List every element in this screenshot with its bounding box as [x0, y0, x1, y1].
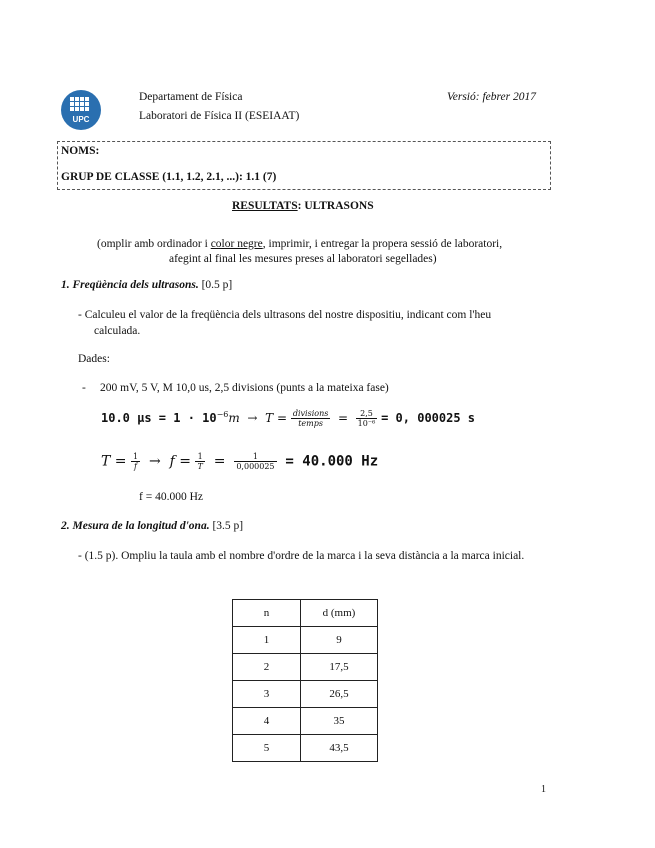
eq1-t: T = [265, 411, 287, 425]
eq2-frac2-den: T [197, 462, 203, 471]
grup-field-label: GRUP DE CLASSE (1.1, 1.2, 2.1, ...): 1.1 (7) [61, 171, 277, 183]
eq2-fraction3 [234, 452, 276, 471]
department-name: Departament de Física [139, 91, 243, 103]
instructions-underlined: color negre [210, 238, 263, 250]
table-header-row [233, 600, 378, 627]
page-number: 1 [541, 784, 546, 795]
logo-text: UPC [72, 115, 90, 124]
data-line: 200 mV, 5 V, M 10,0 us, 2,5 divisions (punts a la mateixa fase) [100, 382, 389, 394]
instructions-pre: (omplir amb ordinador i [97, 238, 211, 250]
table-cell: 43,5 [301, 735, 378, 762]
eq1-frac1-den: temps [298, 419, 323, 428]
eq2-fraction2 [195, 452, 204, 471]
section1-task: - Calculeu el valor de la freqüència dels ultrasons del nostre dispositiu, indicant com l'heu [78, 309, 492, 321]
table-cell: 2 [233, 654, 301, 681]
noms-field-label: NOMS: [61, 145, 100, 157]
frequency-answer: f = 40.000 Hz [139, 491, 203, 503]
eq2-frac3-num: 1 [234, 452, 276, 462]
table-cell: 26,5 [301, 681, 378, 708]
table-cell: 1 [233, 627, 301, 654]
eq2-fraction1 [131, 452, 140, 471]
eq2-frac2-num: 1 [195, 452, 204, 462]
section1-heading [61, 279, 232, 291]
measurements-table [232, 599, 378, 762]
eq1-frac2-den: 10⁻⁶ [357, 419, 376, 428]
section2-points: [3.5 p] [209, 520, 244, 532]
section1-task-cont: calculada. [94, 325, 141, 337]
eq2-equals: = [213, 453, 226, 470]
instructions-post: , imprimir, i entregar la propera sessió de laboratori, [262, 238, 503, 250]
table-cell: 9 [301, 627, 378, 654]
eq1-exp: −6 [216, 410, 229, 419]
dades-label: Dades: [78, 353, 110, 365]
table-header-cell: n [233, 600, 301, 627]
eq1-result: = 0, 000025 s [381, 411, 476, 425]
table-cell: 5 [233, 735, 301, 762]
eq1-unit: m [228, 411, 240, 425]
section1-points: [0.5 p] [198, 279, 233, 291]
eq1-fraction1 [291, 409, 331, 428]
table-cell: 4 [233, 708, 301, 735]
title-rest: : ULTRASONS [297, 200, 374, 212]
upc-logo [61, 90, 101, 130]
section2-title: 2. Mesura de la longitud d'ona. [61, 520, 210, 532]
eq1-lhs: 10.0 μs = 1 · 10 [101, 411, 217, 425]
eq2-t: T = [101, 453, 127, 470]
section1-title: 1. Freqüència dels ultrasons. [61, 279, 199, 291]
version-label: Versió: febrer 2017 [447, 91, 537, 103]
eq2-arrow: → [148, 453, 161, 470]
title-underlined: RESULTATS [232, 200, 298, 212]
instructions-line2: afegint al final les mesures preses al laboratori segellades) [169, 253, 437, 265]
instructions-line1 [97, 238, 502, 250]
eq1-equals: = [337, 411, 349, 425]
eq1-arrow: → [247, 411, 258, 425]
table-cell: 3 [233, 681, 301, 708]
table-row [233, 654, 378, 681]
eq1-fraction2 [356, 409, 378, 428]
equation-frequency [101, 452, 378, 471]
table-header-cell: d (mm) [301, 600, 378, 627]
table-cell: 35 [301, 708, 378, 735]
eq2-frac3-den: 0,000025 [236, 462, 275, 471]
table-cell: 17,5 [301, 654, 378, 681]
table-row [233, 627, 378, 654]
eq2-result: = 40.000 Hz [285, 453, 379, 470]
table-row [233, 681, 378, 708]
eq1-frac1-num: divisions [292, 409, 329, 418]
page-title [232, 200, 374, 212]
table-row [233, 708, 378, 735]
table-row [233, 735, 378, 762]
eq2-f: f = [169, 453, 191, 470]
upc-logo-icon [61, 90, 101, 130]
section2-task: - (1.5 p). Ompliu la taula amb el nombre d'ordre de la marca i la seva distància a la marca inicial. [78, 550, 525, 562]
eq2-frac1-num: 1 [132, 452, 139, 461]
equation-period [101, 409, 475, 428]
eq2-frac1-den: f [134, 462, 138, 471]
data-bullet: - [82, 382, 86, 394]
section2-heading [61, 520, 243, 532]
eq1-frac2-num: 2,5 [356, 409, 378, 419]
lab-name: Laboratori de Física II (ESEIAAT) [139, 110, 300, 122]
